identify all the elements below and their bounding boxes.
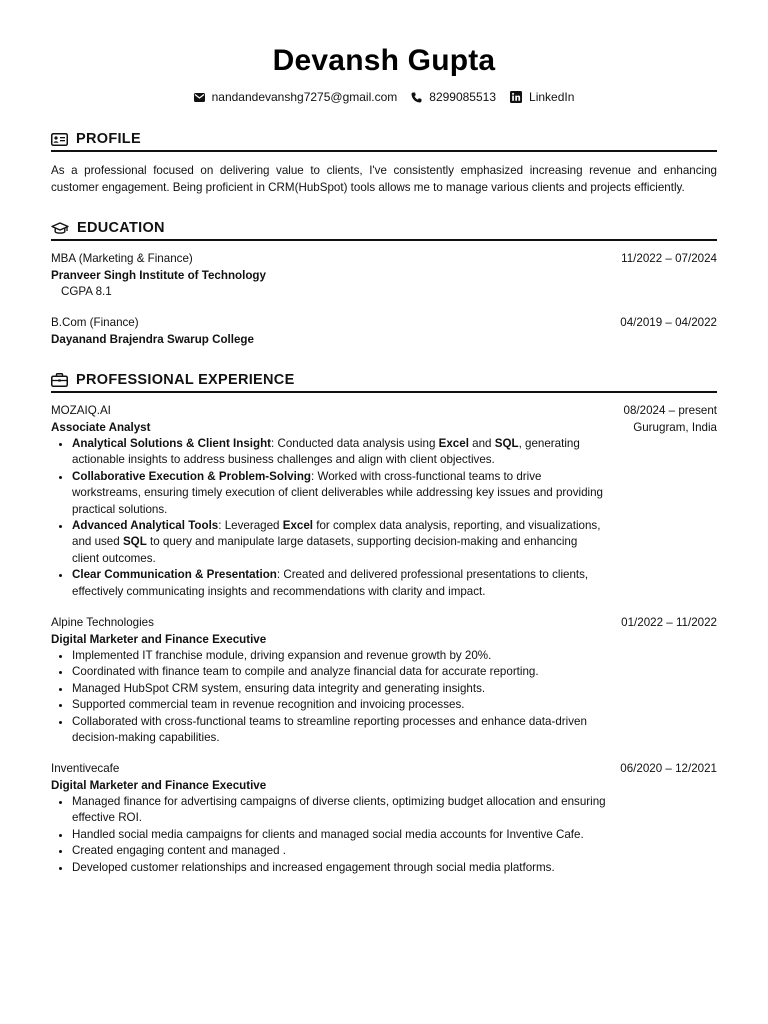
job-title: Digital Marketer and Finance Executive (51, 632, 267, 646)
experience-heading (51, 372, 717, 393)
linkedin-link[interactable] (510, 90, 574, 104)
list-item: • Collaborated with cross-functional teams to streamline reporting processes and enhance data-driven decision-making capabilities. (72, 714, 606, 747)
education-entry (51, 315, 717, 348)
job-entry (51, 615, 717, 746)
profile-heading (51, 131, 717, 152)
email-link[interactable] (194, 90, 398, 104)
degree: B.Com (Finance) (51, 316, 139, 329)
email-text: nandandevanshg7275@gmail.com (211, 90, 398, 104)
education-entry (51, 251, 717, 301)
job-bullets (51, 794, 617, 876)
list-item: • Handled social media campaigns for clients and managed social media accounts for Inventive Cafe. (72, 827, 617, 843)
company: Inventivecafe (51, 762, 120, 775)
linkedin-text: LinkedIn (529, 90, 575, 104)
job-title: Associate Analyst (51, 420, 151, 434)
education-dates: 11/2022 – 07/2024 (621, 252, 717, 265)
list-item: • Collaborative Execution & Problem-Solving: Worked with cross-functional teams to drive workstreams, ensuring timely execution of client deliverables while addressing key issues and providing practical solutions. (72, 469, 606, 518)
list-item: • Managed finance for advertising campaigns of diverse clients, optimizing budget allocation and ensuring effective ROI. (72, 794, 617, 827)
school: Dayanand Brajendra Swarup College (51, 332, 254, 346)
company: MOZAIQ.AI (51, 404, 111, 417)
contact-bar (0, 90, 768, 104)
candidate-name: Devansh Gupta (272, 44, 496, 77)
list-item: • Clear Communication & Presentation: Created and delivered professional presentations to clients, effectively communicating insights and recommendations with clarity and impact. (72, 567, 606, 600)
job-dates: 01/2022 – 11/2022 (621, 616, 717, 629)
school: Pranveer Singh Institute of Technology (51, 268, 266, 282)
job-entry (51, 761, 717, 876)
linkedin-icon (510, 91, 522, 103)
phone-icon (411, 92, 422, 103)
graduation-cap-icon (51, 222, 69, 235)
company: Alpine Technologies (51, 616, 154, 629)
list-item: • Implemented IT franchise module, driving expansion and revenue growth by 20%. (72, 648, 606, 664)
list-item: • Developed customer relationships and increased engagement through social media platforms. (72, 860, 617, 876)
job-bullets (51, 436, 606, 600)
list-item: • Managed HubSpot CRM system, ensuring data integrity and generating insights. (72, 681, 606, 697)
job-dates: 08/2024 – present (623, 404, 717, 417)
education-heading-text: EDUCATION (77, 220, 165, 236)
job-location: Gurugram, India (633, 420, 717, 434)
list-item: • Coordinated with finance team to compile and analyze financial data for accurate reporting. (72, 664, 606, 680)
id-card-icon (51, 133, 68, 146)
phone-text: 8299085513 (429, 90, 497, 104)
job-dates: 06/2020 – 12/2021 (620, 762, 717, 775)
briefcase-icon (51, 373, 68, 387)
degree: MBA (Marketing & Finance) (51, 252, 193, 265)
profile-section (51, 131, 717, 196)
list-item: • Supported commercial team in revenue recognition and invoicing processes. (72, 697, 606, 713)
profile-text: As a professional focused on delivering value to clients, I've consistently emphasized increasing revenue and enhancing customer engagement. Being proficient in CRM(HubSpot) tools allows me to manage various clients and projects efficiently. (51, 164, 717, 194)
job-bullets (51, 648, 606, 746)
list-item: • Created engaging content and managed . (72, 843, 617, 859)
list-item: • Advanced Analytical Tools: Leveraged Excel for complex data analysis, reporting, and visualizations, and used SQL to query and manipulate large datasets, supporting decision-making and enhancing client outcomes. (72, 518, 606, 567)
phone-link[interactable] (411, 90, 496, 104)
education-note: CGPA 8.1 (61, 285, 112, 298)
education-dates: 04/2019 – 04/2022 (620, 316, 717, 329)
list-item: • Analytical Solutions & Client Insight: Conducted data analysis using Excel and SQL, generating actionable insights to address business challenges and align with client objectives. (72, 436, 606, 469)
education-section (51, 220, 717, 346)
education-heading (51, 220, 717, 241)
experience-section (51, 372, 717, 874)
job-entry (51, 403, 717, 600)
job-title: Digital Marketer and Finance Executive (51, 778, 267, 792)
experience-heading-text: PROFESSIONAL EXPERIENCE (76, 372, 295, 388)
profile-heading-text: PROFILE (76, 131, 141, 147)
envelope-icon (194, 93, 205, 102)
